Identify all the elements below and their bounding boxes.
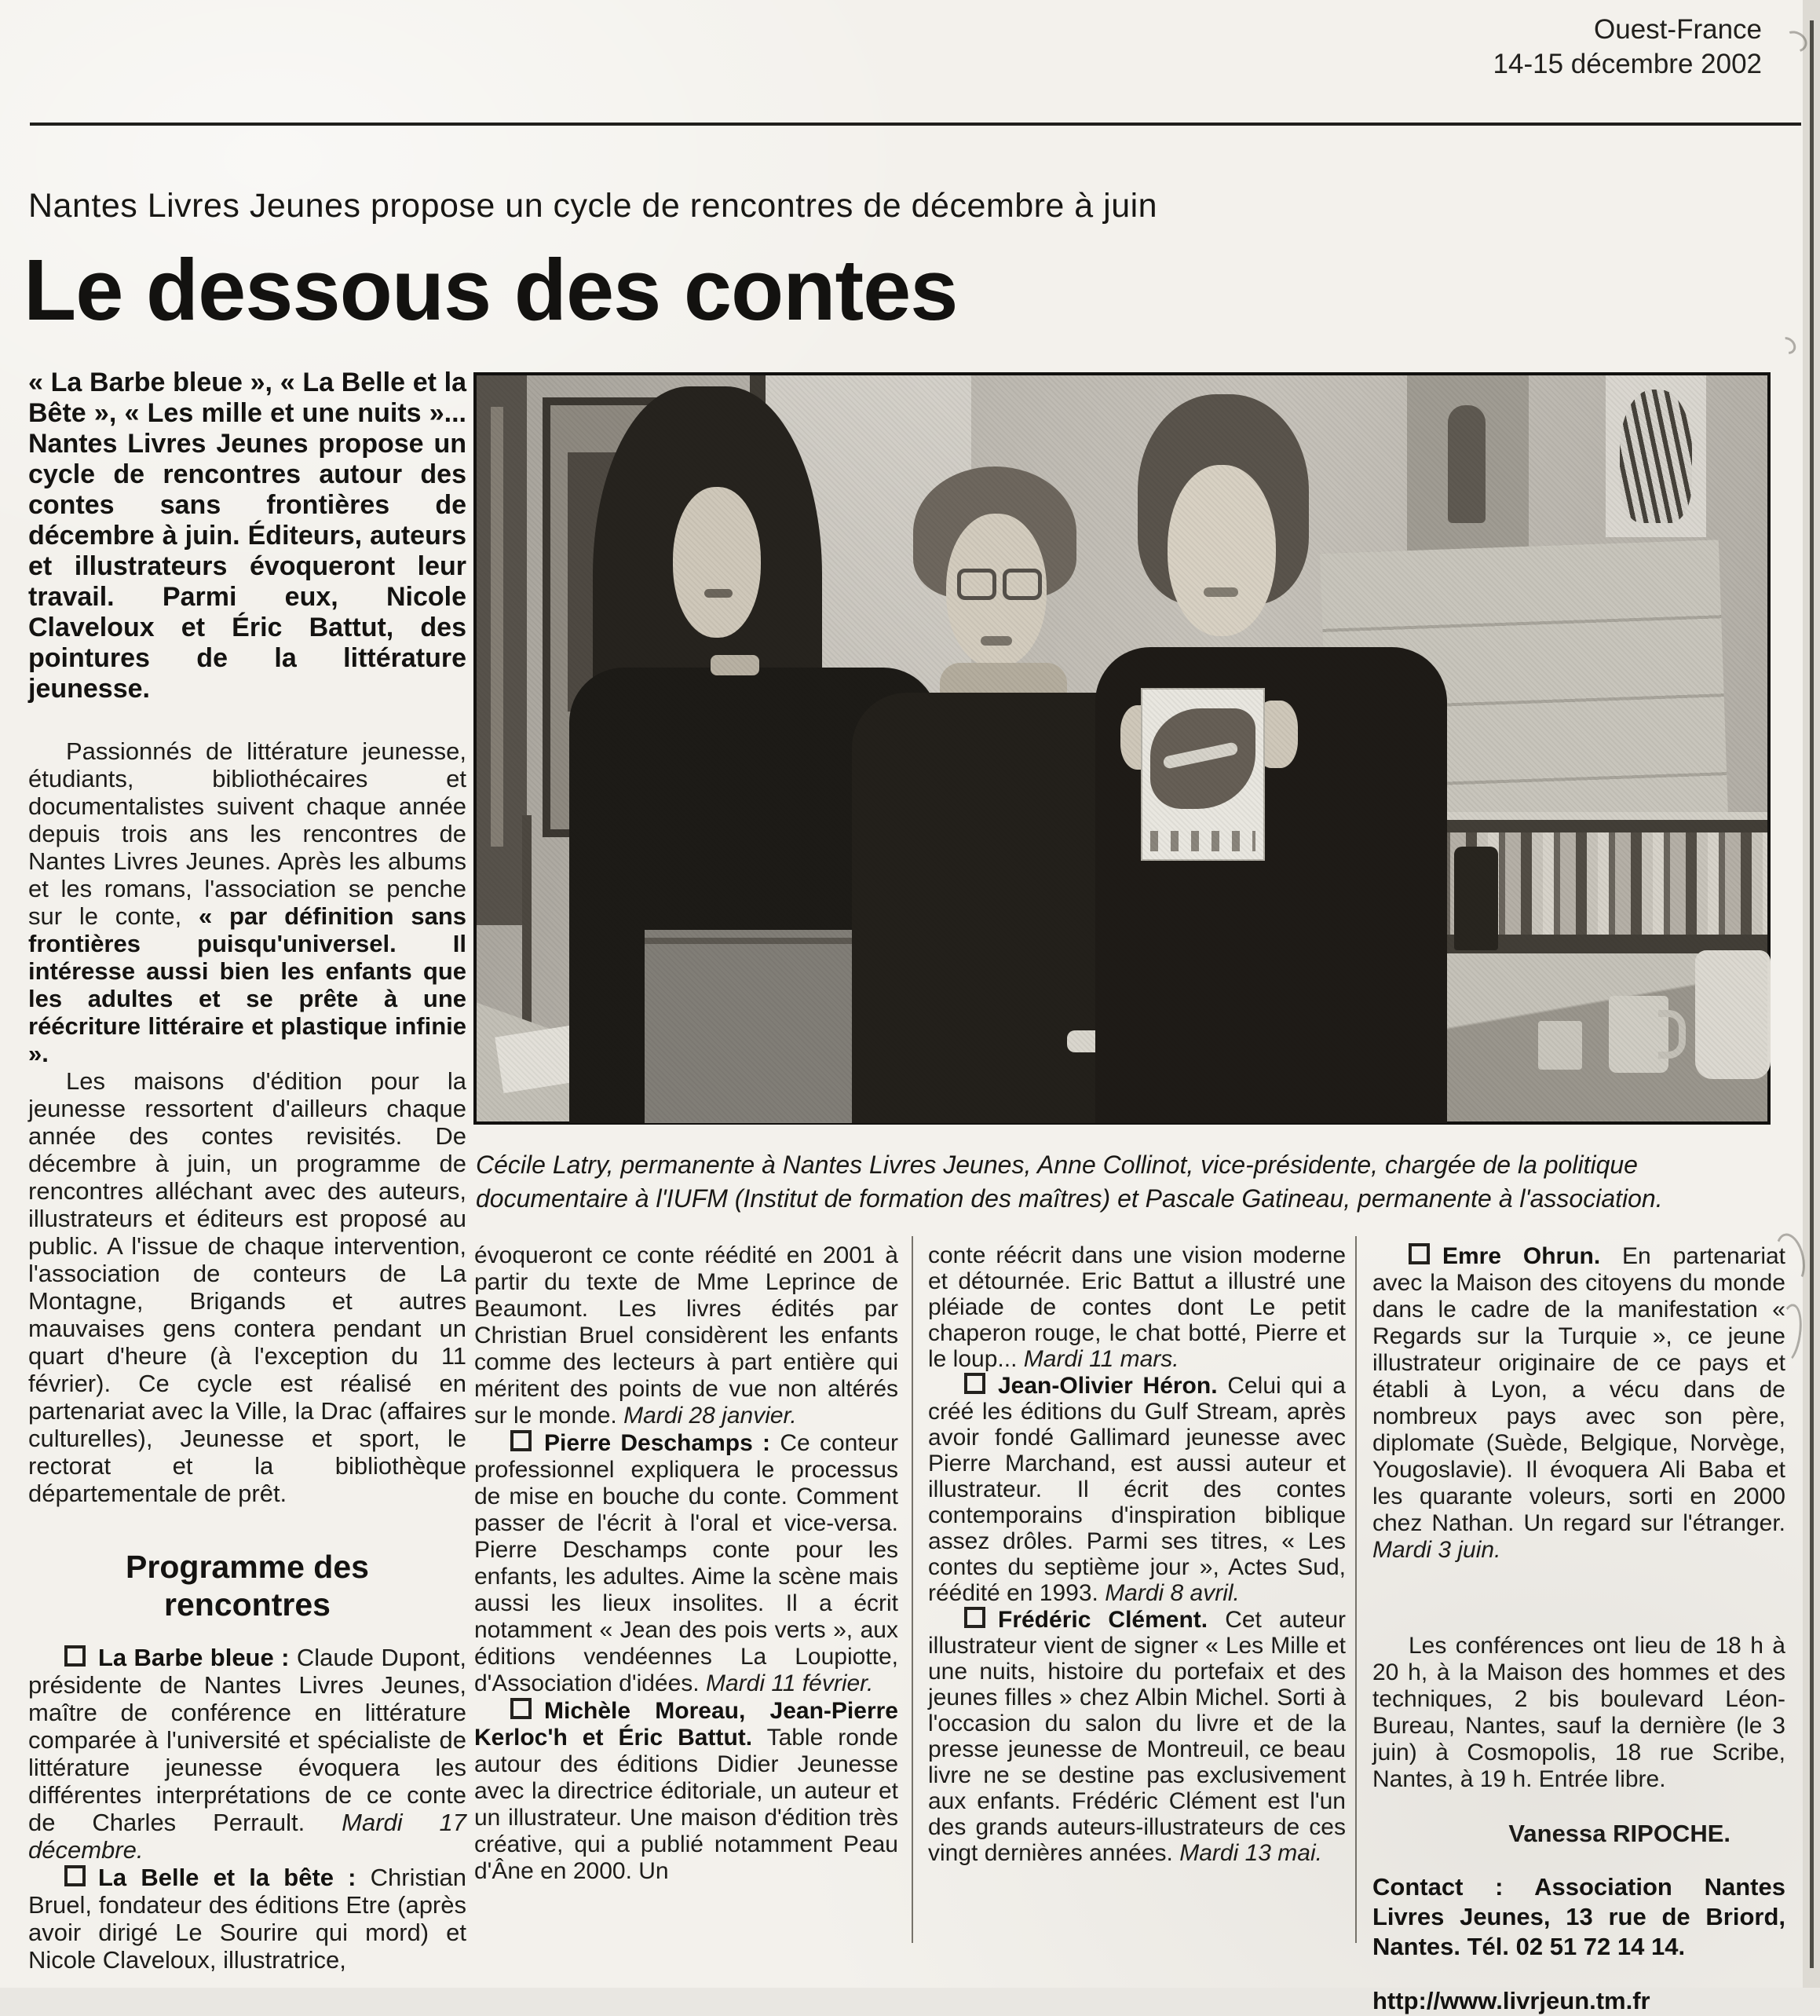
masthead <box>1493 13 1762 82</box>
woman-left-collar <box>711 655 759 675</box>
section-heading: Programme des rencontres <box>126 1549 369 1623</box>
program-entry-clement <box>928 1606 1346 1866</box>
issue-date: 14-15 décembre 2002 <box>1493 49 1762 79</box>
entry-body: Cet auteur illustrateur vient de signer « Les Mille et une nuits, histoire du portefaix et des jeunes filles » chez Albin Michel. Sorti à l'occasion du salon du livre et de la presse jeunesse de Montreuil, ce beau livre ne se destine pas exclusivement aux enfants. Frédéric Clément est l'un des grands auteurs-illustrateurs de ces vingt dernières années. <box>928 1607 1346 1866</box>
program-entry-moreau-continued <box>928 1242 1346 1372</box>
column-divider <box>912 1236 913 1943</box>
woman-right-smile <box>1204 587 1238 597</box>
entry-body: Claude Dupont, présidente de Nantes Livres Jeunes, maître de conférence en littérature comparée à l'université et spécialiste de littérature jeunesse évoquera les différentes interprétations de ce conte de Charles Perrault. <box>28 1644 466 1836</box>
intro-paragraph-1-text: Passionnés de littérature jeunesse, étudiants, bibliothécaires et documentalistes suivent chaque année depuis trois ans les rencontres de Nantes Livres Jeunes. Après les albums et les romans, l'association se penche sur le conte, <box>28 737 466 930</box>
square-bullet-icon <box>964 1373 985 1394</box>
woman-left-smile <box>704 589 733 598</box>
square-bullet-icon <box>64 1865 86 1886</box>
mug-icon <box>1609 996 1668 1073</box>
entry-date: Mardi 11 février. <box>705 1670 874 1696</box>
entry-body: conte réécrit dans une vision moderne et détournée. Eric Battut a illustré une pléiade de contes dont Le petit chaperon rouge, le chat botté, Pierre et le loup... <box>928 1242 1346 1372</box>
article-photo <box>473 372 1771 1125</box>
glasses-icon <box>957 569 1039 597</box>
woman-left-jeans <box>645 930 885 1123</box>
program-entry-moreau <box>474 1697 898 1885</box>
program-entry-deschamps <box>474 1429 898 1697</box>
entry-body: évoqueront ce conte réédité en 2001 à partir du texte de Mme Leprince de Beaumont. Les livres édités par Christian Bruel considèrent les enfants comme des lecteurs à part entière qui méritent des points de vue non altérés sur le monde. <box>474 1242 898 1429</box>
intro-paragraph-1 <box>28 737 466 1067</box>
entry-date: Mardi 11 mars. <box>1023 1346 1179 1372</box>
contact-info: Contact : Association Nantes Livres Jeunes, 13 rue de Briord, Nantes. Tél. 02 51 72 14 14. <box>1372 1873 1785 1960</box>
square-bullet-icon <box>964 1607 985 1628</box>
entry-title: La Barbe bleue : <box>98 1644 290 1671</box>
column-divider <box>1355 1236 1357 1943</box>
thermos-icon <box>1454 847 1498 950</box>
woman-left-face <box>673 487 761 638</box>
kicker: Nantes Livres Jeunes propose un cycle de rencontres de décembre à juin <box>28 187 1158 225</box>
square-bullet-icon <box>64 1645 86 1667</box>
entry-body: En partenariat avec la Maison des citoyens du monde dans le cadre de la manifestation « Regards sur la Turquie », ce jeune illustrateur originaire de ce pays et établi à Lyon, a vécu dans de nombreux pays avec son père, diplomate (Suède, Belgique, Norvège, Yougoslavie). Il évoquera Ali Baba et les quarante voleurs, sorti en 2000 chez Nathan. Un regard sur l'étranger. <box>1372 1243 1785 1536</box>
woman-middle-smile <box>981 636 1012 646</box>
program-entry-belle-bete-continued <box>474 1242 898 1429</box>
page-title: Le dessous des contes <box>24 242 958 338</box>
zebra-poster-icon <box>1606 375 1706 537</box>
intro-paragraph-2: Les maisons d'édition pour la jeunesse ressortent d'ailleurs chaque année des contes revisités. De décembre à juin, un programme de rencontres alléchant avec des auteurs, illustrateurs et éditeurs est proposé au public. A l'issue de chaque intervention, l'association de conteurs de La Montagne, Brigands et autres mauvaises gens contera pendant un quart d'heure (à l'exception du 11 février). Ce cycle est réalisé en partenariat avec la Ville, la Drac (affaires culturelles), Jeunesse et sport, le rectorat et la bibliothèque départementale de prêt. <box>28 1067 466 1507</box>
program-entry-ohrun <box>1372 1242 1785 1564</box>
column-4 <box>1372 1242 1785 2014</box>
program-entry-barbe-bleue <box>28 1644 466 1864</box>
entry-body: Ce conteur professionnel expliquera le processus de mise en bouche du conte. Comment passer de l'écrit à l'oral et vice-versa. Pierre Deschamps conte pour les enfants, les adultes. Aime la scène mais aussi les lieux insolites. Il a écrit notamment « Jean des pois verts », aux éditions vendéennes La Loupiotte, d'Association d'idées. <box>474 1430 899 1696</box>
photo-caption: Cécile Latry, permanente à Nantes Livres Jeunes, Anne Collinot, vice-présidente, chargée de la politique documentaire à l'IUFM (Institut de formation des maîtres) et Pascale Gatineau, permanente à l'association. <box>476 1151 1663 1213</box>
square-bullet-icon <box>510 1430 532 1451</box>
program-entry-belle-bete <box>28 1864 466 1974</box>
entry-title: Emre Ohrun. <box>1442 1243 1601 1269</box>
top-rule-divider <box>30 123 1801 126</box>
woman-right-face <box>1168 465 1276 636</box>
pencil-mark <box>1774 334 1799 358</box>
venue-info: Les conférences ont lieu de 18 h à 20 h, à la Maison des hommes et des techniques, 2 bis boulevard Léon-Bureau, Nantes, sauf la dernière (le 3 juin) à Cosmopolis, 18 rue Scribe, Nantes, à 19 h. Entrée libre. <box>1372 1633 1785 1792</box>
booklet-held <box>1141 688 1265 861</box>
column-3 <box>928 1242 1346 1953</box>
newspaper-name: Ouest-France <box>1594 14 1762 45</box>
square-bullet-icon <box>510 1698 532 1719</box>
entry-title: Jean-Olivier Héron. <box>998 1373 1218 1399</box>
entry-body: Celui qui a créé les éditions du Gulf Stream, après avoir fondé Gallimard jeunesse avec Pierre Marchand, est aussi auteur et illustrateur. Il écrit des contes contemporains d'inspiration biblique assez drôles. Parmi ses titres, « Les contes du septième jour », Actes Sud, réédité en 1993. <box>928 1373 1346 1606</box>
jug-icon <box>1695 950 1771 1079</box>
byline: Vanessa RIPOCHE. <box>1508 1820 1730 1847</box>
scan-edge-line <box>1810 20 1814 1968</box>
square-bullet-icon <box>1409 1243 1430 1264</box>
entry-title: La Belle et la bête : <box>98 1864 356 1891</box>
lede-paragraph: « La Barbe bleue », « La Belle et la Bête », « Les mille et une nuits »... Nantes Livres Jeunes propose un cycle de rencontres autour des contes sans frontières de décembre à juin. Éditeurs, auteurs et illustrateurs évoqueront leur travail. Parmi eux, Nicole Claveloux et Éric Battut, des pointures de la littérature jeunesse. <box>28 368 466 704</box>
column-2 <box>474 1242 898 1953</box>
cup-icon <box>1538 1021 1582 1070</box>
entry-date: Mardi 3 juin. <box>1372 1537 1501 1563</box>
entry-date: Mardi 8 avril. <box>1105 1580 1240 1606</box>
entry-body: Christian Bruel, fondateur des éditions Etre (après avoir dirigé Le Sourire qui mord) et Nicole Claveloux, illustratrice, <box>28 1864 466 1974</box>
entry-date: Mardi 28 janvier. <box>623 1403 797 1429</box>
program-entry-heron <box>928 1372 1346 1606</box>
entry-title: Michèle Moreau, Jean-Pierre Kerloc'h et Éric Battut. <box>474 1698 898 1751</box>
entry-date: Mardi 13 mai. <box>1179 1840 1322 1866</box>
entry-date: Mardi 17 décembre. <box>28 1809 467 1864</box>
entry-title: Pierre Deschamps : <box>544 1430 771 1456</box>
website-url: http://www.livrjeun.tm.fr <box>1372 1987 1650 2014</box>
child-poster-icon <box>1407 375 1529 565</box>
wall-poster-icon <box>477 375 527 925</box>
intro-paragraph-1-quote: « par définition sans frontières puisqu'universel. Il intéresse aussi bien les enfants que les adultes et se prête à une réécriture littéraire et plastique infinie ». <box>28 902 466 1067</box>
entry-body: Table ronde autour des éditions Didier Jeunesse avec la directrice éditoriale, un auteur et un illustrateur. Une maison d'édition très créative, qui a publié notamment Peau d'Âne en 2000. Un <box>474 1725 898 1884</box>
column-1 <box>28 368 466 1985</box>
entry-title: Frédéric Clément. <box>998 1607 1208 1633</box>
